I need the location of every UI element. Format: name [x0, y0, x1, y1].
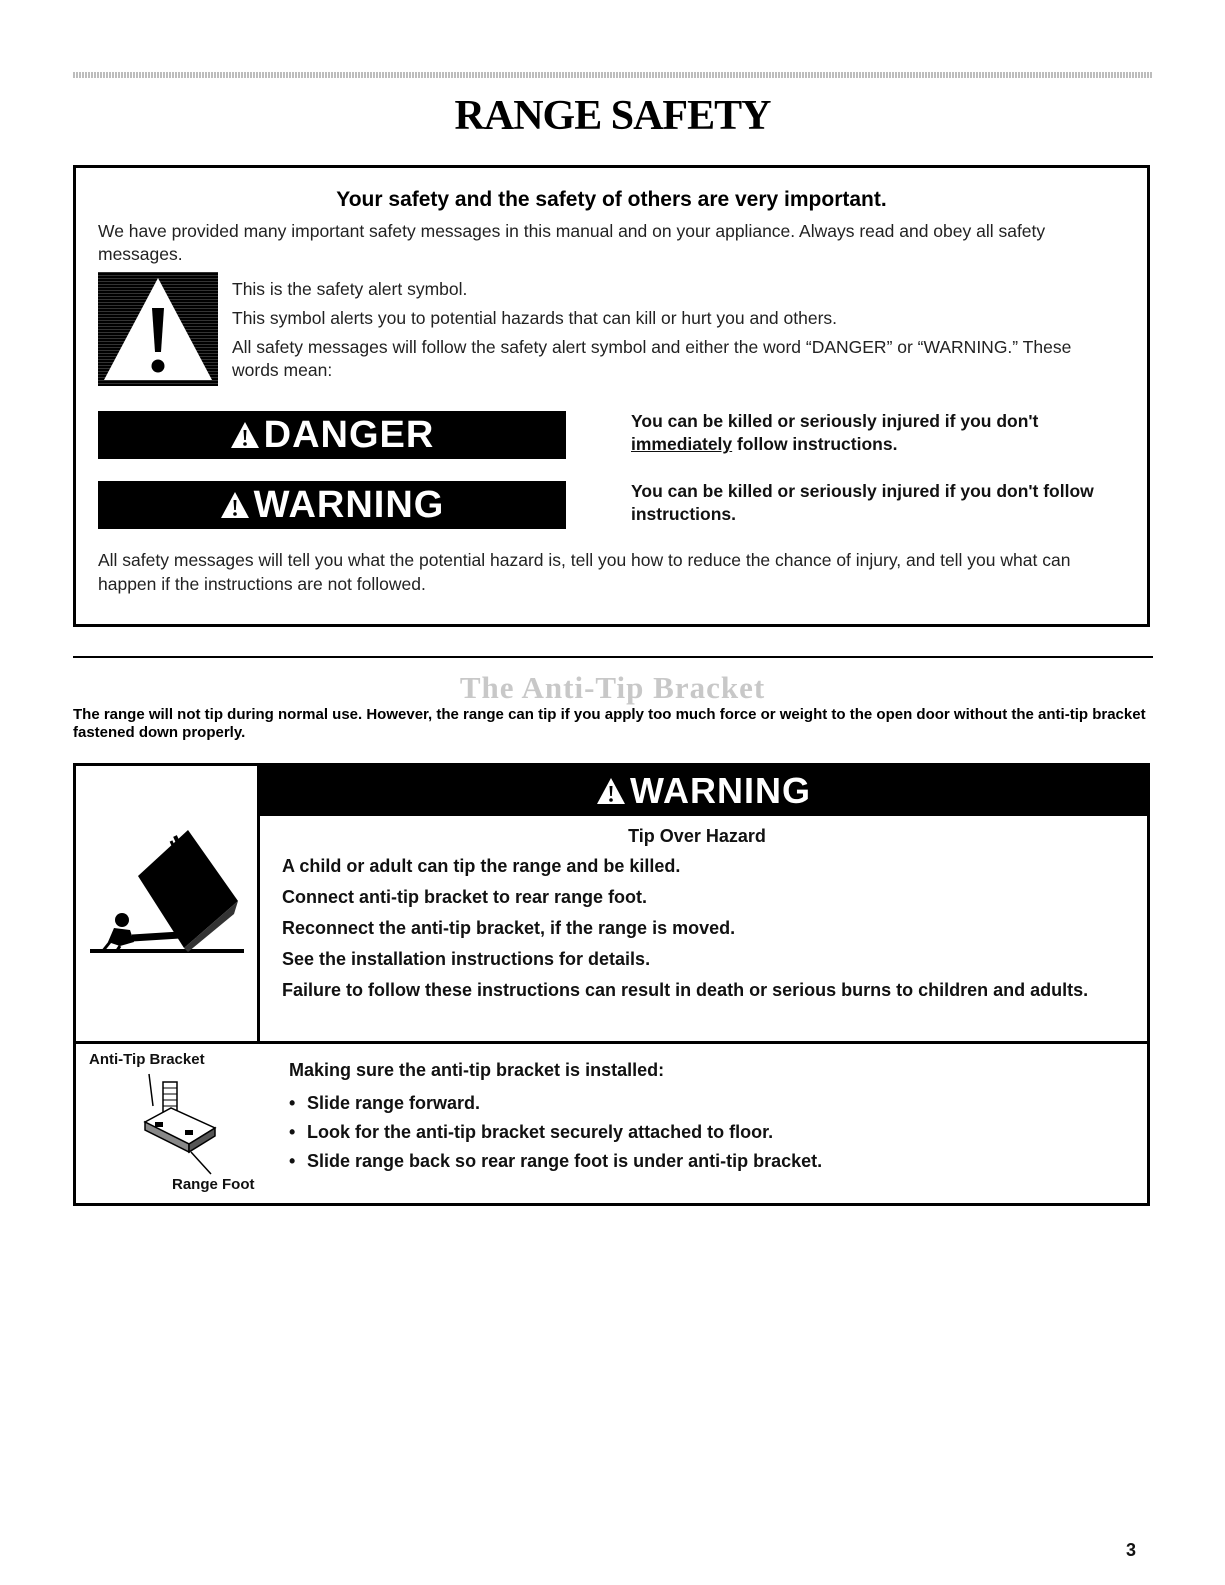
warning-content [282, 826, 1112, 1010]
range-foot-label: Range Foot [172, 1176, 255, 1193]
danger-signal-bar [98, 411, 566, 459]
warning-line: Connect anti-tip bracket to rear range foot. [282, 887, 648, 907]
warning-description: You can be killed or seriously injured if you don't follow instructions. [631, 481, 1094, 524]
alert-line: This symbol alerts you to potential hazards that can kill or hurt you and others. [232, 308, 838, 328]
alert-explanation [232, 278, 1112, 388]
safety-message-box [73, 165, 1150, 627]
safety-closing: All safety messages will tell you what the potential hazard is, tell you how to reduce the chance of injury, and tell you what can happen if the instructions are not followed. [98, 550, 1071, 594]
page-title: RANGE SAFETY [454, 93, 771, 139]
tip-over-illustration [76, 766, 260, 1041]
anti-tip-bracket-icon [131, 1066, 241, 1176]
warning-header-label: WARNING [630, 770, 811, 811]
install-step: • Slide range forward. [289, 1089, 1109, 1118]
install-step: • Slide range back so rear range foot is under anti-tip bracket. [289, 1147, 1109, 1176]
section-divider [73, 656, 1153, 658]
warning-line: Failure to follow these instructions can result in death or serious burns to children and adults. [282, 980, 1089, 1000]
tip-over-warning-box [73, 763, 1150, 1206]
alert-line: This is the safety alert symbol. [232, 279, 468, 299]
hazard-name: Tip Over Hazard [628, 826, 766, 846]
anti-tip-bracket-label: Anti-Tip Bracket [89, 1051, 205, 1068]
alert-line: All safety messages will follow the safety alert symbol and either the word “DANGER” or “WARNING.” These words mean: [232, 337, 1072, 380]
tipping-range-icon [76, 766, 257, 1041]
warning-signal-bar [98, 481, 566, 529]
safety-intro: We have provided many important safety messages in this manual and on your appliance. Always read and obey all safety messages. [98, 221, 1046, 264]
warning-header-bar [260, 766, 1147, 816]
immediately-emphasis: immediately [631, 434, 733, 454]
anti-tip-title: The Anti-Tip Bracket [459, 670, 766, 705]
top-dotted-rule [73, 72, 1153, 78]
install-step: • Look for the anti-tip bracket securely attached to floor. [289, 1118, 1109, 1147]
warning-label: WARNING [253, 483, 445, 526]
page-number: 3 [1126, 1540, 1137, 1560]
warning-triangle-icon [596, 777, 626, 805]
warning-triangle-icon [220, 491, 250, 519]
install-check [289, 1060, 1109, 1176]
install-heading: Making sure the anti-tip bracket is installed: [289, 1060, 665, 1080]
warning-line: See the installation instructions for details. [282, 949, 651, 969]
warning-lines [282, 855, 1112, 1002]
warning-line: Reconnect the anti-tip bracket, if the range is moved. [282, 918, 736, 938]
install-steps [289, 1089, 1109, 1176]
warning-box-divider [76, 1041, 1147, 1044]
danger-label: DANGER [263, 413, 435, 456]
warning-line: A child or adult can tip the range and be killed. [282, 856, 681, 876]
warning-triangle-icon [230, 421, 260, 449]
danger-description: You can be killed or seriously injured if you don't immediately follow instructions. [631, 411, 1039, 454]
safety-heading: Your safety and the safety of others are very important. [336, 188, 887, 211]
safety-alert-icon [98, 272, 218, 386]
anti-tip-intro: The range will not tip during normal use. However, the range can tip if you apply too much force or weight to the open door without the anti-tip bracket fastened down properly. [73, 706, 1146, 741]
